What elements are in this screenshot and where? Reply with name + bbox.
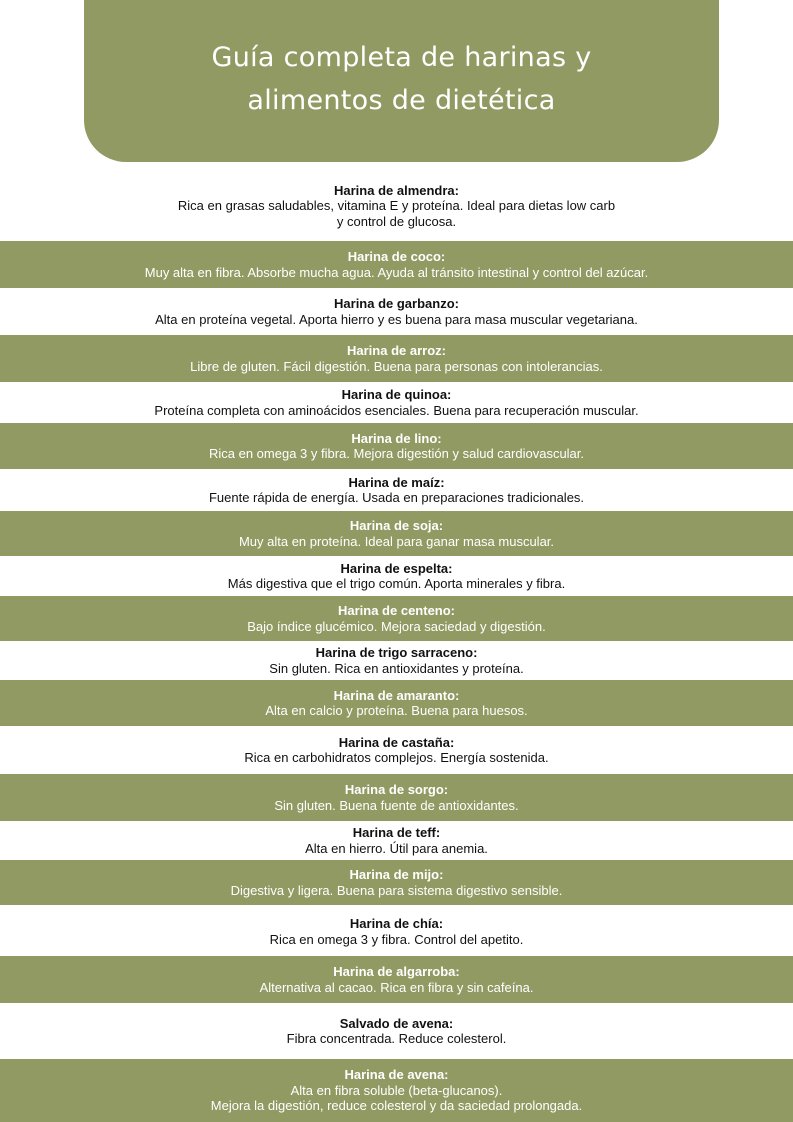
flour-name: Harina de teff: <box>352 825 441 840</box>
flour-item <box>0 680 793 726</box>
flour-item <box>0 382 793 423</box>
flour-description: Fibra concentrada. Reduce colesterol. <box>286 1031 507 1046</box>
flour-description: Alta en proteína vegetal. Aporta hierro y es buena para masa muscular vegetariana. <box>155 311 638 327</box>
flour-description: Digestiva y ligera. Buena para sistema digestivo sensible. <box>230 882 563 898</box>
flour-name: Harina de avena: <box>344 1067 449 1083</box>
flour-description: Rica en grasas saludables, vitamina E y proteína. Ideal para dietas low carb <box>177 198 616 214</box>
flour-description: Más digestiva que el trigo común. Aporta minerales y fibra. <box>227 576 566 591</box>
flour-item <box>0 469 793 511</box>
flour-item <box>0 241 793 288</box>
flour-description: Alta en fibra soluble (beta-glucanos). <box>290 1082 503 1098</box>
flour-item <box>0 1003 793 1059</box>
flour-description: Fuente rápida de energía. Usada en preparaciones tradicionales. <box>208 490 585 505</box>
flour-item <box>0 335 793 382</box>
flour-name: Harina de soja: <box>349 518 444 533</box>
flour-item <box>0 596 793 641</box>
flour-name: Harina de algarroba: <box>333 964 460 979</box>
flour-name: Harina de maíz: <box>348 474 445 490</box>
flour-name: Harina de castaña: <box>338 734 455 750</box>
flour-description: Muy alta en fibra. Absorbe mucha agua. Ayuda al tránsito intestinal y control del azúcar. <box>144 264 649 280</box>
flour-description: Bajo índice glucémico. Mejora saciedad y digestión. <box>247 618 546 634</box>
flour-name: Harina de amaranto: <box>333 687 460 703</box>
flour-name: Harina de coco: <box>347 249 446 264</box>
title-line-2: alimentos de dietética <box>247 85 556 116</box>
flour-item <box>0 905 793 958</box>
flour-name: Harina de lino: <box>351 430 442 446</box>
page-title <box>212 36 592 122</box>
flour-name: Harina de espelta: <box>340 560 453 576</box>
flour-description: Proteína completa con aminoácidos esenciales. Buena para recuperación muscular. <box>154 402 639 418</box>
flour-name: Salvado de avena: <box>339 1015 454 1031</box>
flour-description: Rica en carbohidratos complejos. Energía sostenida. <box>244 750 549 765</box>
header-banner <box>84 0 719 162</box>
flour-description: Sin gluten. Rica en antioxidantes y proteína. <box>269 660 524 676</box>
flour-name: Harina de mijo: <box>349 867 444 882</box>
title-line-1: Guía completa de harinas y <box>211 42 592 73</box>
flour-description: Alternativa al cacao. Rica en fibra y sin cafeína. <box>259 979 534 995</box>
flour-item <box>0 774 793 821</box>
flour-item <box>0 641 793 680</box>
flour-item <box>0 860 793 905</box>
flour-name: Harina de centeno: <box>337 603 456 618</box>
flour-item <box>0 726 793 774</box>
flour-item <box>0 1059 793 1122</box>
flour-item <box>0 511 793 556</box>
flour-description-cont: Mejora la digestión, reduce colesterol y da saciedad prolongada. <box>210 1098 583 1114</box>
flour-description: Rica en omega 3 y fibra. Control del apetito. <box>269 931 524 947</box>
flour-item <box>0 172 793 240</box>
flour-name: Harina de trigo sarraceno: <box>315 645 478 660</box>
flour-description-cont: y control de glucosa. <box>336 213 457 229</box>
flour-description: Libre de gluten. Fácil digestión. Buena para personas con intolerancias. <box>190 358 603 374</box>
flour-description: Alta en calcio y proteína. Buena para huesos. <box>265 703 528 718</box>
flour-item <box>0 423 793 469</box>
flour-item <box>0 556 793 596</box>
flour-item <box>0 956 793 1003</box>
flour-name: Harina de sorgo: <box>344 782 449 797</box>
flour-description: Muy alta en proteína. Ideal para ganar masa muscular. <box>238 533 555 549</box>
flour-name: Harina de garbanzo: <box>334 296 459 311</box>
flour-item <box>0 288 793 335</box>
flour-description: Rica en omega 3 y fibra. Mejora digestión y salud cardiovascular. <box>208 446 585 461</box>
flour-description: Alta en hierro. Útil para anemia. <box>305 840 488 856</box>
flour-name: Harina de chía: <box>349 916 444 931</box>
flour-description: Sin gluten. Buena fuente de antioxidantes. <box>274 797 519 813</box>
flour-name: Harina de almendra: <box>334 182 459 198</box>
flour-name: Harina de arroz: <box>347 343 446 358</box>
flour-name: Harina de quinoa: <box>341 387 452 402</box>
flour-item <box>0 821 793 860</box>
